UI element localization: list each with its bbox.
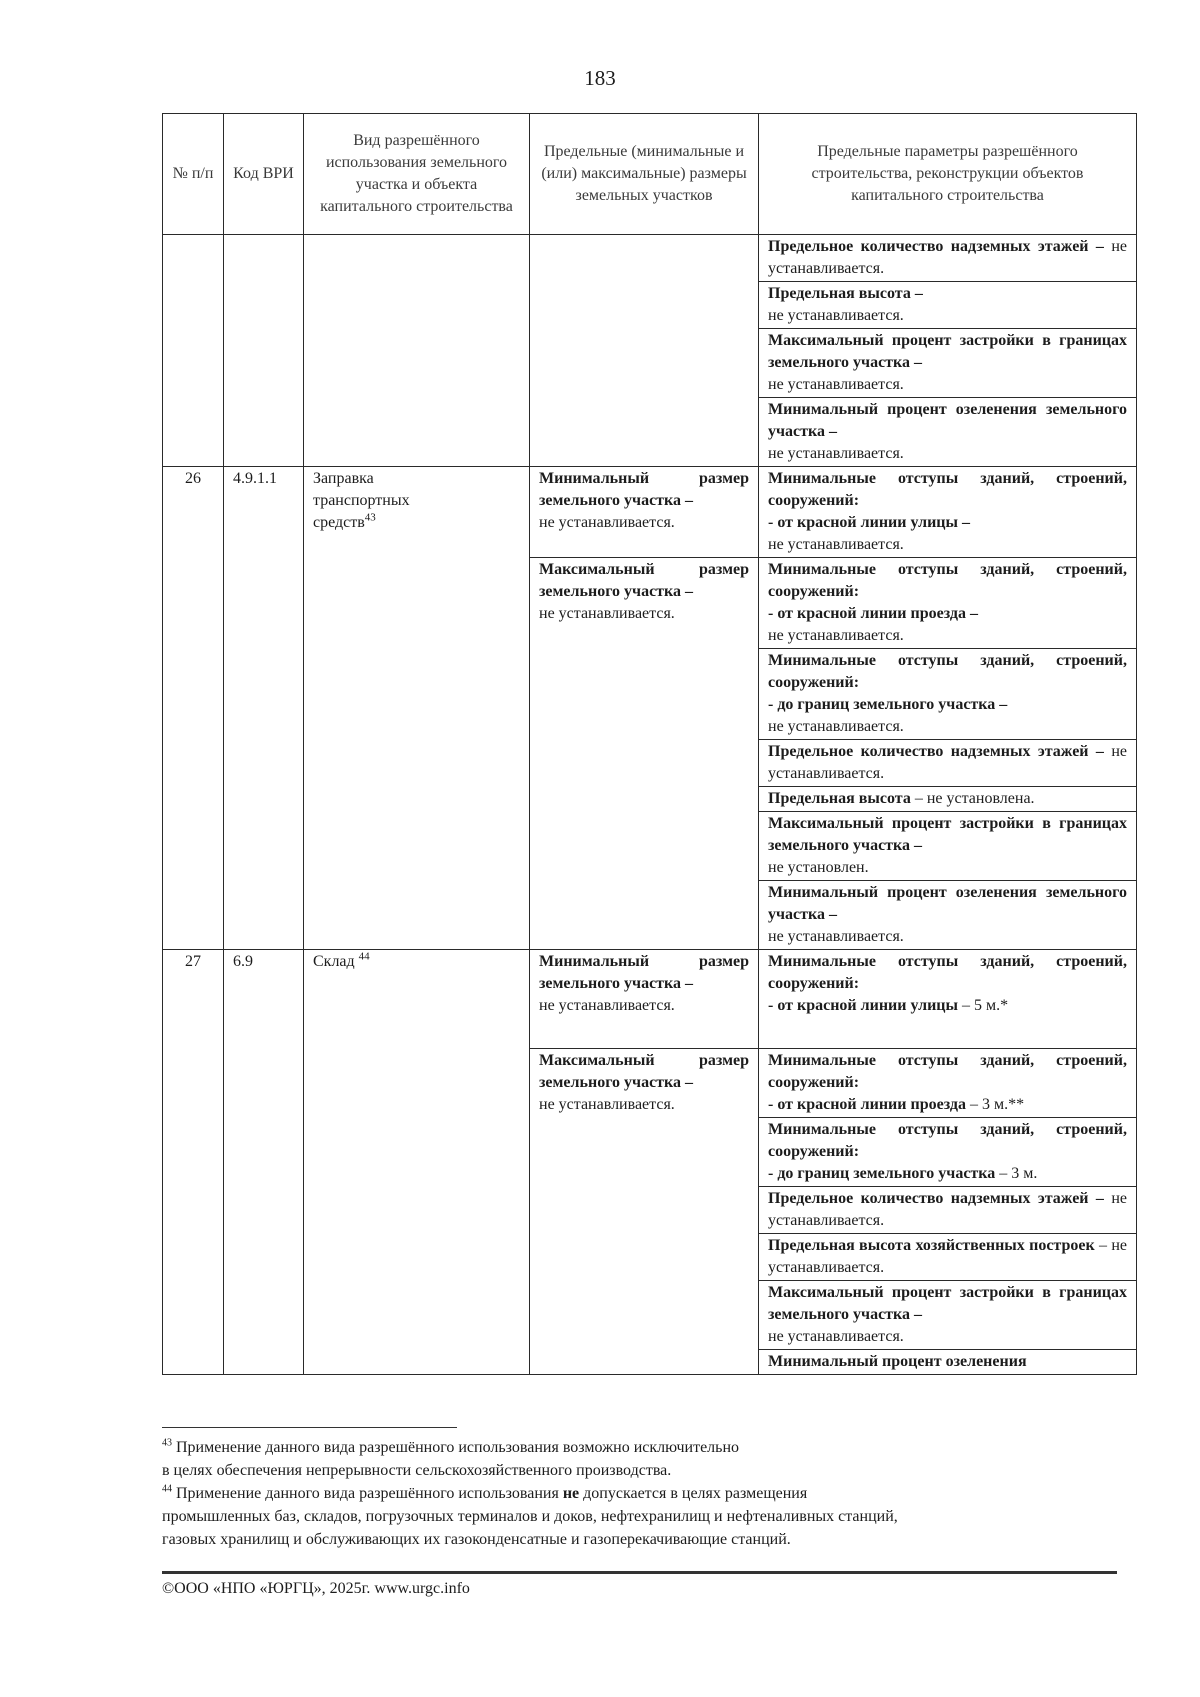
footnotes xyxy=(162,1436,1122,1551)
param-cell: Предельное количество надземных этажей – не устанавливается. xyxy=(759,1187,1137,1234)
footer-rule xyxy=(162,1571,1117,1574)
param-cell: Минимальные отступы зданий, строений, сооружений: - от красной линии проезда – 3 м.** xyxy=(759,1049,1137,1118)
footnote-separator xyxy=(162,1427,457,1428)
footnote-43-cont: в целях обеспечения непрерывности сельскохозяйственного производства. xyxy=(162,1462,672,1479)
param-cell: Минимальные отступы зданий, строений, сооружений: - от красной линии улицы – не устанавливается. xyxy=(759,467,1137,558)
header-plot-sizes: Предельные (минимальные и (или) максимальные) размеры земельных участков xyxy=(530,114,759,235)
row-use-type: Заправка транспортных средств$^{43}$ xyxy=(304,467,530,950)
param-cell: Предельное количество надземных этажей – не устанавливается. xyxy=(759,235,1137,282)
param-cell: Предельное количество надземных этажей – не устанавливается. xyxy=(759,740,1137,787)
row-use-type: Склад $^{44}$ xyxy=(304,950,530,1375)
param-cell: Минимальные отступы зданий, строений, сооружений: - от красной линии проезда – не устанавливается. xyxy=(759,558,1137,649)
footnote-44-cont: промышленных баз, складов, погрузочных терминалов и доков, нефтехранилищ и нефтеналивных станций, xyxy=(162,1508,898,1525)
copyright-footer: ©ООО «НПО «ЮРГЦ», 2025г. www.urgc.info xyxy=(162,1580,470,1597)
plot-size-min: Минимальный размер земельного участка – не устанавливается. xyxy=(530,950,759,1049)
param-cell: Предельная высота – не установлена. xyxy=(759,787,1137,812)
param-cell: Максимальный процент застройки в границах земельного участка – не устанавливается. xyxy=(759,329,1137,398)
footnote-44: $^{44}$ Применение данного вида разрешённого использования не допускается в целях размещения xyxy=(162,1483,808,1502)
param-cell: Предельная высота хозяйственных построек – не устанавливается. xyxy=(759,1234,1137,1281)
table-row xyxy=(163,467,1137,558)
param-cell: Максимальный процент застройки в границах земельного участка – не устанавливается. xyxy=(759,1281,1137,1350)
cell-use-type xyxy=(304,235,530,467)
cell-plot-sizes xyxy=(530,235,759,467)
param-cell: Минимальные отступы зданий, строений, сооружений: - от красной линии улицы – 5 м.* xyxy=(759,950,1137,1049)
param-cell: Минимальные отступы зданий, строений, сооружений: - до границ земельного участка – не устанавливается. xyxy=(759,649,1137,740)
footnote-ref[interactable]: 43 xyxy=(364,511,376,524)
param-cell: Минимальный процент озеленения земельного участка – не устанавливается. xyxy=(759,881,1137,950)
footnote-44-cont: газовых хранилищ и обслуживающих их газоконденсатные и газоперекачивающие станций. xyxy=(162,1531,791,1548)
param-cell: Минимальный процент озеленения земельного участка – не устанавливается. xyxy=(759,398,1137,467)
plot-size-max: Максимальный размер земельного участка – не устанавливается. xyxy=(530,558,759,950)
footnote-43: $^{43}$ Применение данного вида разрешённого использования возможно исключительно xyxy=(162,1437,740,1456)
param-cell: Предельная высота – не устанавливается. xyxy=(759,282,1137,329)
param-cell: Минимальные отступы зданий, строений, сооружений: - до границ земельного участка – 3 м. xyxy=(759,1118,1137,1187)
cell-code xyxy=(224,235,304,467)
regulations-table xyxy=(162,113,1137,1375)
header-use-type: Вид разрешённого использования земельного участка и объекта капитального строительства xyxy=(304,114,530,235)
param-cell: Минимальный процент озеленения xyxy=(759,1350,1137,1375)
footnote-ref[interactable]: 44 xyxy=(358,950,370,963)
header-code: Код ВРИ xyxy=(224,114,304,235)
row-code: 6.9 xyxy=(224,950,304,1375)
table-row xyxy=(163,950,1137,1049)
header-number: № п/п xyxy=(163,114,224,235)
plot-size-min: Минимальный размер земельного участка – не устанавливается. xyxy=(530,467,759,558)
header-parameters: Предельные параметры разрешённого строительства, реконструкции объектов капитального строительства xyxy=(759,114,1137,235)
row-number: 26 xyxy=(163,467,224,950)
row-number: 27 xyxy=(163,950,224,1375)
page-number: 183 xyxy=(584,66,616,90)
cell-number xyxy=(163,235,224,467)
table-row xyxy=(163,235,1137,282)
param-cell: Максимальный процент застройки в границах земельного участка – не установлен. xyxy=(759,812,1137,881)
plot-size-max: Максимальный размер земельного участка – не устанавливается. xyxy=(530,1049,759,1375)
table-header-row xyxy=(163,114,1137,235)
row-code: 4.9.1.1 xyxy=(224,467,304,950)
